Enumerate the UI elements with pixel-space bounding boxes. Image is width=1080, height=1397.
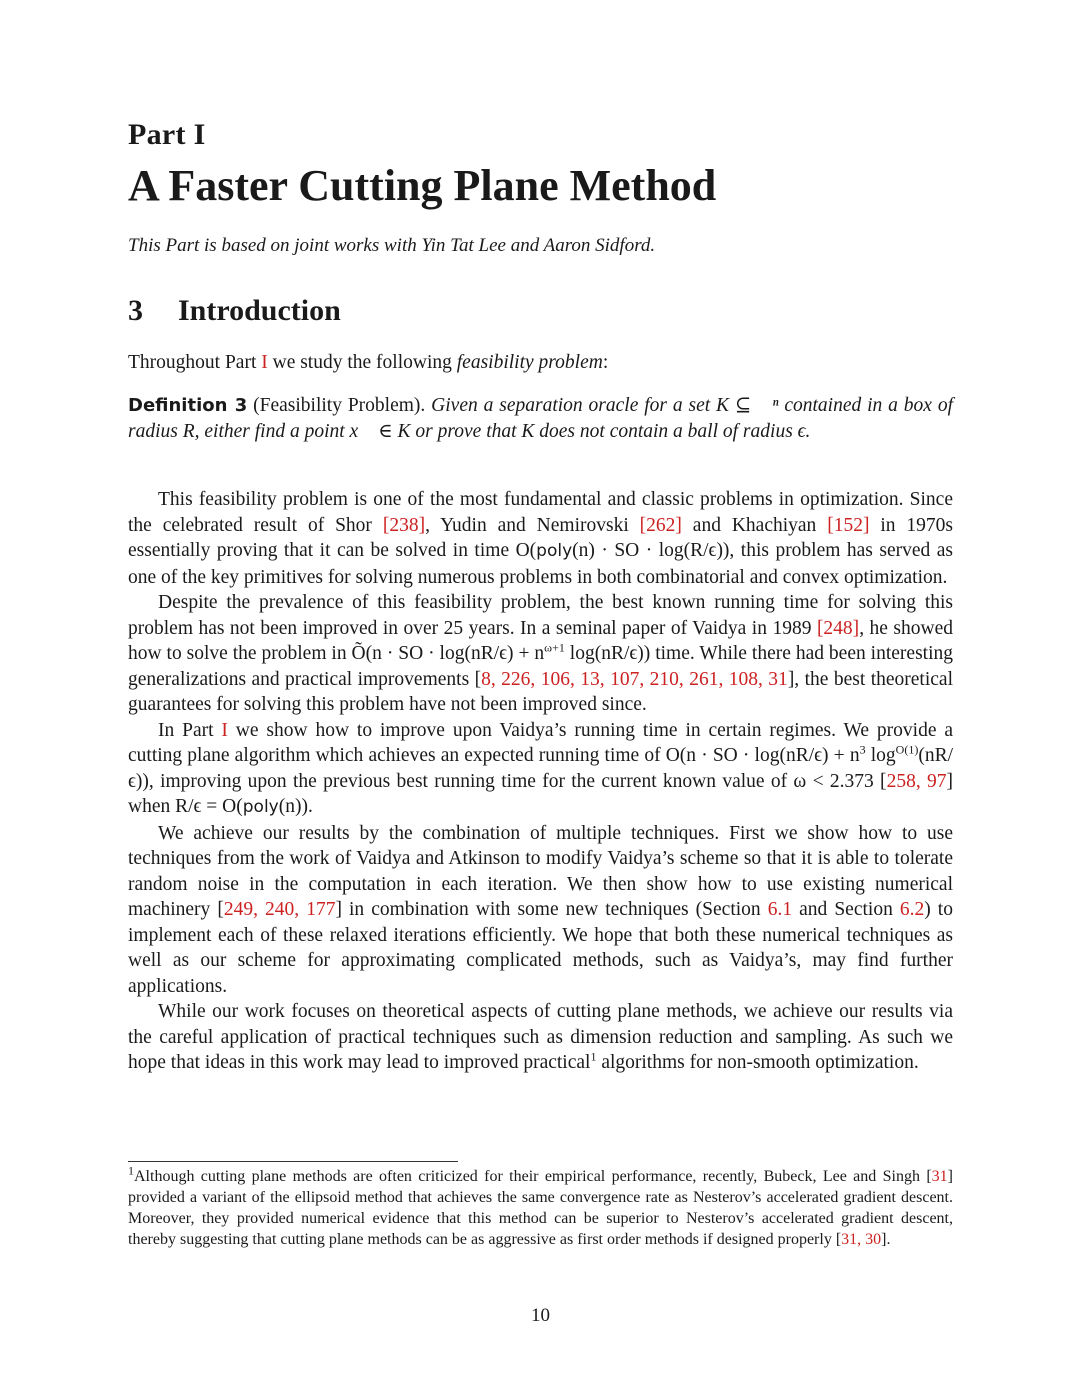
citation-link[interactable]: 258, 97 xyxy=(886,770,947,792)
section-title: Introduction xyxy=(178,294,341,327)
footnote-text: ] provided a variant of the ellipsoid method that achieves the same convergence rate as Nesterov’s accelerated gradient descent. Moreover, they provided numerical evidence that this method can be superior to Nesterov’s accelerated gradient descent, thereby suggesting that cutting plane methods can be as aggressive as first order methods if designed properly [ xyxy=(128,1168,953,1248)
paragraph-2 xyxy=(128,590,953,718)
paragraph-text: (n) · SO · log(R/ϵ)), this problem has served as one of the key primitives for solving numerous problems in both combinatorial and convex optimization. xyxy=(128,540,953,588)
section-reference-link[interactable]: 6.1 xyxy=(767,899,793,920)
section-number: 3 xyxy=(128,294,143,327)
paragraph-text: in 1970s essentially proving that it can be solved in time O( xyxy=(128,514,954,561)
paragraph-text: (n)). xyxy=(278,796,313,817)
paragraph-4 xyxy=(128,821,953,1000)
paragraph-text: and Khachiyan xyxy=(681,514,828,536)
part-reference-link[interactable]: I xyxy=(221,719,228,741)
paragraph-text: algorithms for non-smooth optimization. xyxy=(596,1052,919,1073)
intro-emphasis: feasibility problem xyxy=(456,352,603,373)
paragraph-1 xyxy=(128,487,953,590)
intro-text: Throughout Part xyxy=(128,352,262,373)
body-paragraphs xyxy=(128,487,953,1076)
paragraph-3 xyxy=(128,718,953,821)
paragraph-text: While our work focuses on theoretical aspects of cutting plane methods, we achieve our results via the careful application of practical techniques such as dimension reduction and sampling. As such we hope that ideas in this work may lead to improved practical xyxy=(128,1001,953,1073)
paragraph-text: ] when R/ϵ = O( xyxy=(128,770,953,817)
paragraph-text: log(nR/ϵ)) time. While there had been interesting generalizations and practical improvements [ xyxy=(128,643,953,690)
citation-link[interactable]: 249, 240, 177 xyxy=(223,899,336,920)
paragraph-text: In Part xyxy=(158,719,222,741)
intro-sentence xyxy=(128,350,953,376)
part-label: Part I xyxy=(128,118,206,151)
paragraph-text: and Section xyxy=(792,899,900,920)
paragraph-text: , Yudin and Nemirovski xyxy=(425,514,640,536)
definition-text: Given a separation oracle for a set K ⊆ ℝⁿ contained in a box of radius R, either find a point x⃗ ∈ K or prove that K does not contain a ball of radius ϵ. xyxy=(128,395,953,442)
paragraph-text: Despite the prevalence of this feasibility problem, the best known running time for solving this problem has not been improved in over 25 years. In a seminal paper of Vaidya in 1989 xyxy=(128,592,953,639)
math-poly: poly xyxy=(536,541,573,561)
footnote-text: ]. xyxy=(881,1231,891,1248)
citation-link[interactable]: 31 xyxy=(931,1168,948,1185)
math-superscript: O(1) xyxy=(895,742,919,757)
definition-name: (Feasibility Problem). xyxy=(253,395,426,416)
page-number: 10 xyxy=(531,1305,550,1326)
math-poly: poly xyxy=(242,797,279,817)
math-superscript: 3 xyxy=(859,742,866,757)
paragraph-text: (nR/ϵ)), improving upon the previous best running time for the current known value of ω < 2.373 [ xyxy=(128,745,953,792)
paragraph-text: We achieve our results by the combination of multiple techniques. First we show how to use techniques from the work of Vaidya and Atkinson to modify Vaidya’s scheme so that it is able to tolerate random noise in the computation in each iteration. We then show how to use existing numerical machinery [ xyxy=(128,822,953,920)
paragraph-text: , he showed how to solve the problem in Õ(n · SO · log(nR/ϵ) + n xyxy=(128,617,953,664)
citation-link[interactable]: 8, 226, 106, 13, 107, 210, 261, 108, 31 xyxy=(481,668,788,690)
paragraph-text: ], the best theoretical guarantees for solving this problem have not been improved since. xyxy=(128,668,954,715)
section-heading xyxy=(128,294,341,328)
footnote xyxy=(128,1163,953,1250)
citation-link[interactable]: [152] xyxy=(827,514,870,536)
paragraph-text: ] in combination with some new techniques (Section xyxy=(335,899,768,920)
citation-link[interactable]: 31, 30 xyxy=(841,1231,882,1248)
citation-link[interactable]: [262] xyxy=(639,514,682,536)
citation-link[interactable]: [238] xyxy=(382,514,426,536)
intro-text: we study the following xyxy=(267,352,457,373)
intro-text: : xyxy=(602,352,609,373)
paragraph-text: ) to implement each of these relaxed iterations efficiently. We hope that both these numerical techniques as well as our scheme for approximating complicated methods, such as Vaidya’s, may find further applications. xyxy=(128,899,953,997)
part-byline: This Part is based on joint works with Yin Tat Lee and Aaron Sidford. xyxy=(128,235,656,256)
part-reference-link[interactable]: I xyxy=(261,352,268,373)
paragraph-text: log xyxy=(865,745,896,766)
section-reference-link[interactable]: 6.2 xyxy=(899,899,925,920)
footnote-number: 1 xyxy=(128,1163,134,1178)
paragraph-text: This feasibility problem is one of the most fundamental and classic problems in optimization. Since the celebrated result of Shor xyxy=(128,489,953,536)
paragraph-5 xyxy=(128,999,953,1076)
math-superscript: ω+1 xyxy=(544,640,565,655)
part-title: A Faster Cutting Plane Method xyxy=(128,161,717,210)
footnote-text: Although cutting plane methods are often criticized for their empirical performance, recently, Bubeck, Lee and Singh [ xyxy=(134,1168,932,1185)
citation-link[interactable]: [248] xyxy=(816,617,860,639)
definition-block xyxy=(128,393,953,444)
definition-label: Definition 3 xyxy=(128,395,248,416)
footnote-marker[interactable]: 1 xyxy=(590,1049,597,1064)
paragraph-text: we show how to improve upon Vaidya’s running time in certain regimes. We provide a cutting plane algorithm which achieves an expected running time of O(n · SO · log(nR/ϵ) + n xyxy=(128,719,954,766)
footnote-divider xyxy=(128,1161,458,1162)
